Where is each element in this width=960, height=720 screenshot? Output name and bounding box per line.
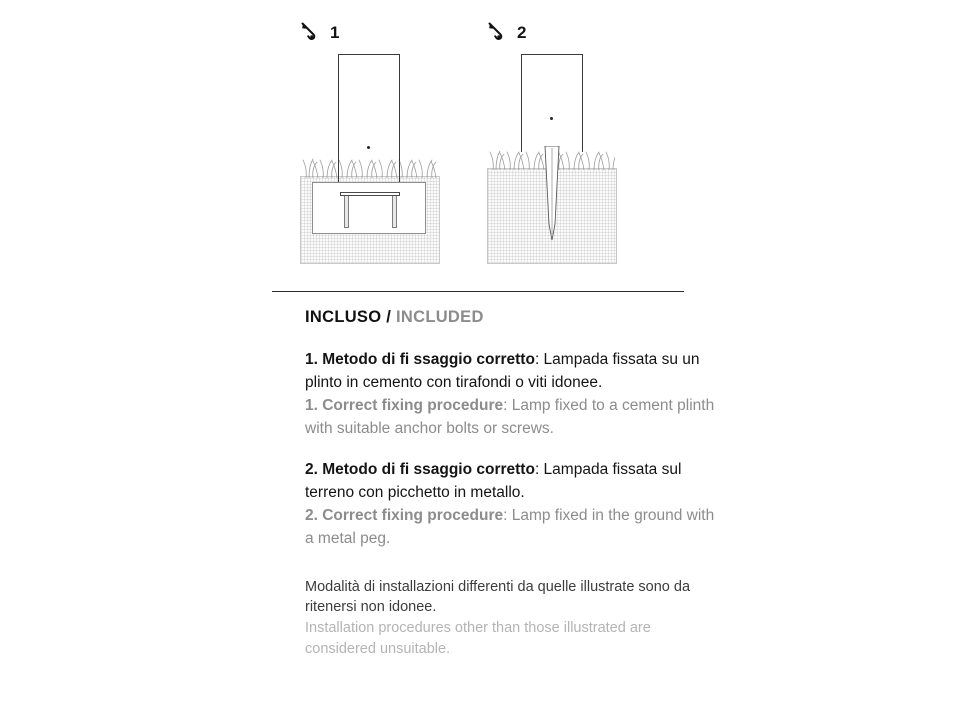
figures-area <box>0 0 960 270</box>
closing-note <box>305 577 725 661</box>
figure-1-illustration <box>300 54 440 264</box>
section-heading <box>305 308 725 327</box>
wrench-icon <box>487 22 511 42</box>
section-divider <box>272 291 684 292</box>
instruction-item-1 <box>305 349 725 441</box>
figure-2 <box>487 18 617 264</box>
anchor-bolt-right <box>392 192 397 228</box>
figure-1-number: 1 <box>330 22 340 42</box>
item-2-italian <box>305 461 681 501</box>
item-1-italian-label: 1. Metodo di fi ssaggio corretto <box>305 351 535 368</box>
heading-english: INCLUDED <box>396 308 484 326</box>
heading-italian: INCLUSO <box>305 308 382 326</box>
item-2-italian-label: 2. Metodo di fi ssaggio corretto <box>305 460 535 478</box>
lamp-center-dot <box>367 146 370 149</box>
metal-peg <box>544 146 560 242</box>
instruction-item-2 <box>305 459 725 551</box>
wrench-icon <box>300 22 324 42</box>
lamp-base-plate <box>340 192 400 196</box>
figure-2-header <box>487 18 617 46</box>
heading-separator: / <box>381 308 397 326</box>
cement-plinth <box>312 182 426 234</box>
text-content <box>305 308 725 660</box>
item-1-english <box>305 397 714 437</box>
figure-1-header <box>300 18 440 46</box>
item-2-italian-text: : Lampada fissata sul terreno con picchetto in metallo. <box>305 460 682 501</box>
item-1-italian <box>305 351 700 391</box>
lamp-center-dot <box>550 117 553 120</box>
figure-2-illustration <box>487 54 617 264</box>
item-2-english <box>305 507 714 547</box>
item-1-italian-text: : Lampada fissata su un plinto in cemento con tirafondi o viti idonee. <box>305 351 700 391</box>
item-1-english-text: : Lamp fixed to a cement plinth with suitable anchor bolts or screws. <box>305 396 715 437</box>
figure-2-number: 2 <box>517 22 527 42</box>
note-english: Installation procedures other than those illustrated are considered unsuitable. <box>305 620 651 658</box>
figure-1 <box>300 18 440 264</box>
item-2-english-label: 2. Correct fixing procedure <box>305 506 504 524</box>
anchor-bolt-left <box>344 192 349 228</box>
item-1-english-label: 1. Correct fixing procedure <box>305 396 504 414</box>
note-italian: Modalità di installazioni differenti da quelle illustrate sono da ritenersi non idonee. <box>305 578 691 616</box>
lamp-body <box>338 54 400 194</box>
lamp-body <box>521 54 583 152</box>
item-2-english-text: : Lamp fixed in the ground with a metal peg. <box>305 506 715 547</box>
